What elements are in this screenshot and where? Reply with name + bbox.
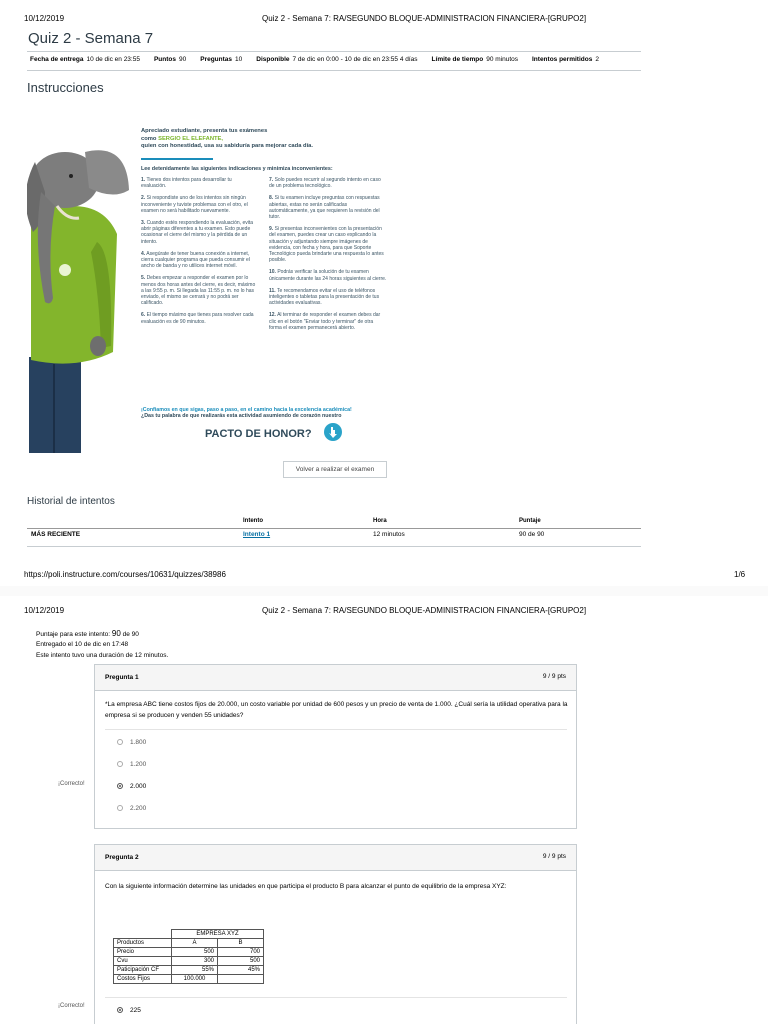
answer-option[interactable]: 2.200: [117, 805, 146, 812]
answer-option-selected[interactable]: 225: [117, 1007, 141, 1014]
col-score-header: Puntaje: [519, 518, 541, 524]
divider: [27, 546, 641, 547]
table-row: Costos Fijos 100.000: [114, 975, 264, 984]
meta-points: Puntos 90: [153, 56, 187, 63]
table-row: Cvu 300 500: [114, 957, 264, 966]
quiz-meta: [30, 56, 599, 63]
rule-item: 1. Tienes dos intentos para desarrollar tu evaluación.: [141, 177, 232, 190]
divider: [105, 997, 567, 998]
instructions-heading: Instrucciones: [27, 80, 104, 95]
rule-item: 2. Si respondiste uno de los intentos sin ningún inconveniente y tuviste problemas con el otro, el examen no será habilitado nuevamente.: [141, 195, 248, 214]
question-2-header: [95, 845, 576, 871]
banner-footer: [141, 407, 391, 419]
honor-pact-title: PACTO DE HONOR?: [205, 428, 312, 440]
banner-subtitle: Lee detenidamente las siguientes indicaciones y minimiza inconvenientes:: [141, 166, 333, 172]
question-2-text: Con la siguiente información determine las unidades en que participa el producto B para alcanzar el punto de equilibrio de la empresa XYZ:: [105, 883, 507, 890]
attempt-1-link[interactable]: Intento 1: [243, 531, 271, 538]
col-time-header: Hora: [373, 518, 387, 524]
print-url: https://poli.instructure.com/courses/10631/quizzes/38986: [24, 570, 226, 579]
page-title: Quiz 2 - Semana 7: [28, 30, 154, 47]
meta-attempts: Intentos permitidos 2: [532, 56, 599, 63]
page-break: [0, 586, 768, 596]
attempt-history-heading: Historial de intentos: [27, 496, 115, 507]
print-page-number: 1/6: [734, 570, 746, 579]
radio-icon: [117, 761, 123, 767]
table-row: Paticipación CF 55% 45%: [114, 966, 264, 975]
radio-selected-icon: [117, 1007, 123, 1013]
banner-intro-line-2: como SERGIO EL ELEFANTE,: [141, 135, 224, 142]
submitted-date: Entregado el 10 de dic en 17:48: [36, 641, 129, 648]
divider: [27, 70, 641, 71]
rule-item: 11. Te recomendamos evitar el uso de teléfonos inteligentes o tabletas para la presentación de tus actividades evaluativas.: [269, 287, 380, 307]
question-1-header: [95, 665, 576, 691]
attempt-score-summary: Puntaje para este intento: 90 de 90: [36, 629, 139, 638]
question-1-card: [94, 664, 577, 829]
question-1-text: *La empresa ABC tiene costos fijos de 20.000, un costo variable por unidad de 600 pesos y un precio de venta de 1.000. ¿Cuál sería la utilidad operativa para la empresa si se producen y venden 55 unidades?: [105, 701, 568, 719]
attempt-duration: Este intento tuvo una duración de 12 minutos.: [36, 652, 169, 659]
divider: [27, 51, 641, 52]
table-title: EMPRESA XYZ: [172, 930, 264, 939]
empresa-xyz-table: [113, 929, 264, 984]
radio-icon: [117, 805, 123, 811]
print-date: 10/12/2019: [24, 14, 65, 23]
question-1-points: 9 / 9 pts: [542, 673, 566, 680]
banner-accent-line: [141, 158, 213, 160]
answer-option[interactable]: 1.200: [117, 761, 146, 768]
col-attempt-header: Intento: [243, 518, 263, 524]
print-doc-title: Quiz 2 - Semana 7: RA/SEGUNDO BLOQUE-ADMINISTRACION FINANCIERA-[GRUPO2]: [262, 14, 587, 23]
banner-intro-line-1: Apreciado estudiante, presenta tus exámenes: [141, 128, 268, 134]
instructions-banner: [27, 102, 391, 453]
answer-option-selected[interactable]: 2.000: [117, 783, 146, 790]
q1-correct-label: ¡Correcto!: [58, 781, 85, 787]
rule-item: 6. El tiempo máximo que tienes para resolver cada evaluación es de 90 minutos.: [141, 312, 254, 325]
meta-time-limit: Límite de tiempo 90 minutos: [431, 56, 518, 63]
rule-item: 7. Solo puedes recurrir al segundo intento en caso de un problema tecnológico.: [269, 177, 381, 190]
print-doc-title: Quiz 2 - Semana 7: RA/SEGUNDO BLOQUE-ADMINISTRACION FINANCIERA-[GRUPO2]: [262, 606, 587, 615]
attempt-time: 12 minutos: [373, 531, 405, 538]
pointer-hand-icon: [323, 422, 343, 442]
question-2-card: [94, 844, 577, 1024]
rule-item: 12. Al terminar de responder el examen debes dar clic en el botón "Enviar todo y terminar" de otra forma el examen permanecerá abierto.: [269, 312, 381, 331]
table-row: [27, 529, 641, 545]
answer-option[interactable]: 1.800: [117, 739, 146, 746]
banner-footer-line-1: ¡Confiamos en que sigas, paso a paso, en el camino hacia la excelencia académica!: [141, 407, 352, 413]
banner-intro-line-3: quien con honestidad, usa su sabiduría para mejorar cada día.: [141, 143, 314, 149]
banner-right-column: [269, 177, 387, 331]
question-1-label: Pregunta 1: [105, 674, 139, 681]
elephant-mascot-illustration: [27, 102, 139, 453]
banner-footer-line-2: ¿Das tu palabra de que realizarás esta actividad asumiendo de corazón nuestro: [141, 413, 342, 420]
table-row: Precio 500 700: [114, 948, 264, 957]
retake-quiz-button[interactable]: Volver a realizar el examen: [283, 461, 387, 478]
rule-item: 5. Debes empezar a responder el examen por lo menos dos horas antes del cierre, es decir, máximo a las 9:55 p. m. Si llegada las 11:55 p. m. no lo has enviado, el mismo se cerrará y no podrá ser calificado.: [141, 275, 256, 307]
meta-available: Disponible 7 de dic en 0:00 - 10 de dic en 23:55 4 días: [256, 56, 418, 63]
radio-icon: [117, 739, 123, 745]
question-2-points: 9 / 9 pts: [542, 853, 566, 860]
radio-selected-icon: [117, 783, 123, 789]
q2-correct-label: ¡Correcto!: [58, 1003, 85, 1009]
rule-item: 3. Cuando estés respondiendo la evaluación, evita abrir páginas diferentes a tu examen. Esto puede ocasionar el cierre del mismo y la pérdida de un intento.: [141, 220, 254, 245]
question-2-label: Pregunta 2: [105, 854, 139, 861]
attempt-score: 90 de 90: [519, 531, 545, 538]
meta-due: Fecha de entrega 10 de dic en 23:55: [30, 56, 140, 63]
rule-item: 9. Si presentas inconvenientes con la presentación del examen, puedes crear un caso explicando la situación y adjuntando siempre imágenes de evidencia, con fecha y hora, para que Soporte Tecnológico pueda brindarte una respuesta lo antes posible.: [269, 226, 384, 264]
divider: [105, 729, 567, 730]
print-date: 10/12/2019: [24, 606, 65, 615]
meta-questions: Preguntas 10: [200, 56, 243, 63]
most-recent-label: MÁS RECIENTE: [31, 531, 81, 538]
table-row: Productos A B: [114, 939, 264, 948]
rule-item: 8. Si tu examen incluye preguntas con respuestas abiertas, estas no serán calificadas automáticamente, ya que requieren la revisión del tutor.: [269, 195, 380, 221]
rule-item: 10. Podrás verificar la solución de tu examen únicamente durante las 24 horas siguientes al cierre.: [269, 269, 387, 282]
banner-left-column: [141, 177, 257, 325]
rule-item: 4. Asegúrate de tener buena conexión a internet, cierra cualquier programa que pueda consumir el ancho de banda y no utilices internet móvil.: [141, 250, 250, 270]
